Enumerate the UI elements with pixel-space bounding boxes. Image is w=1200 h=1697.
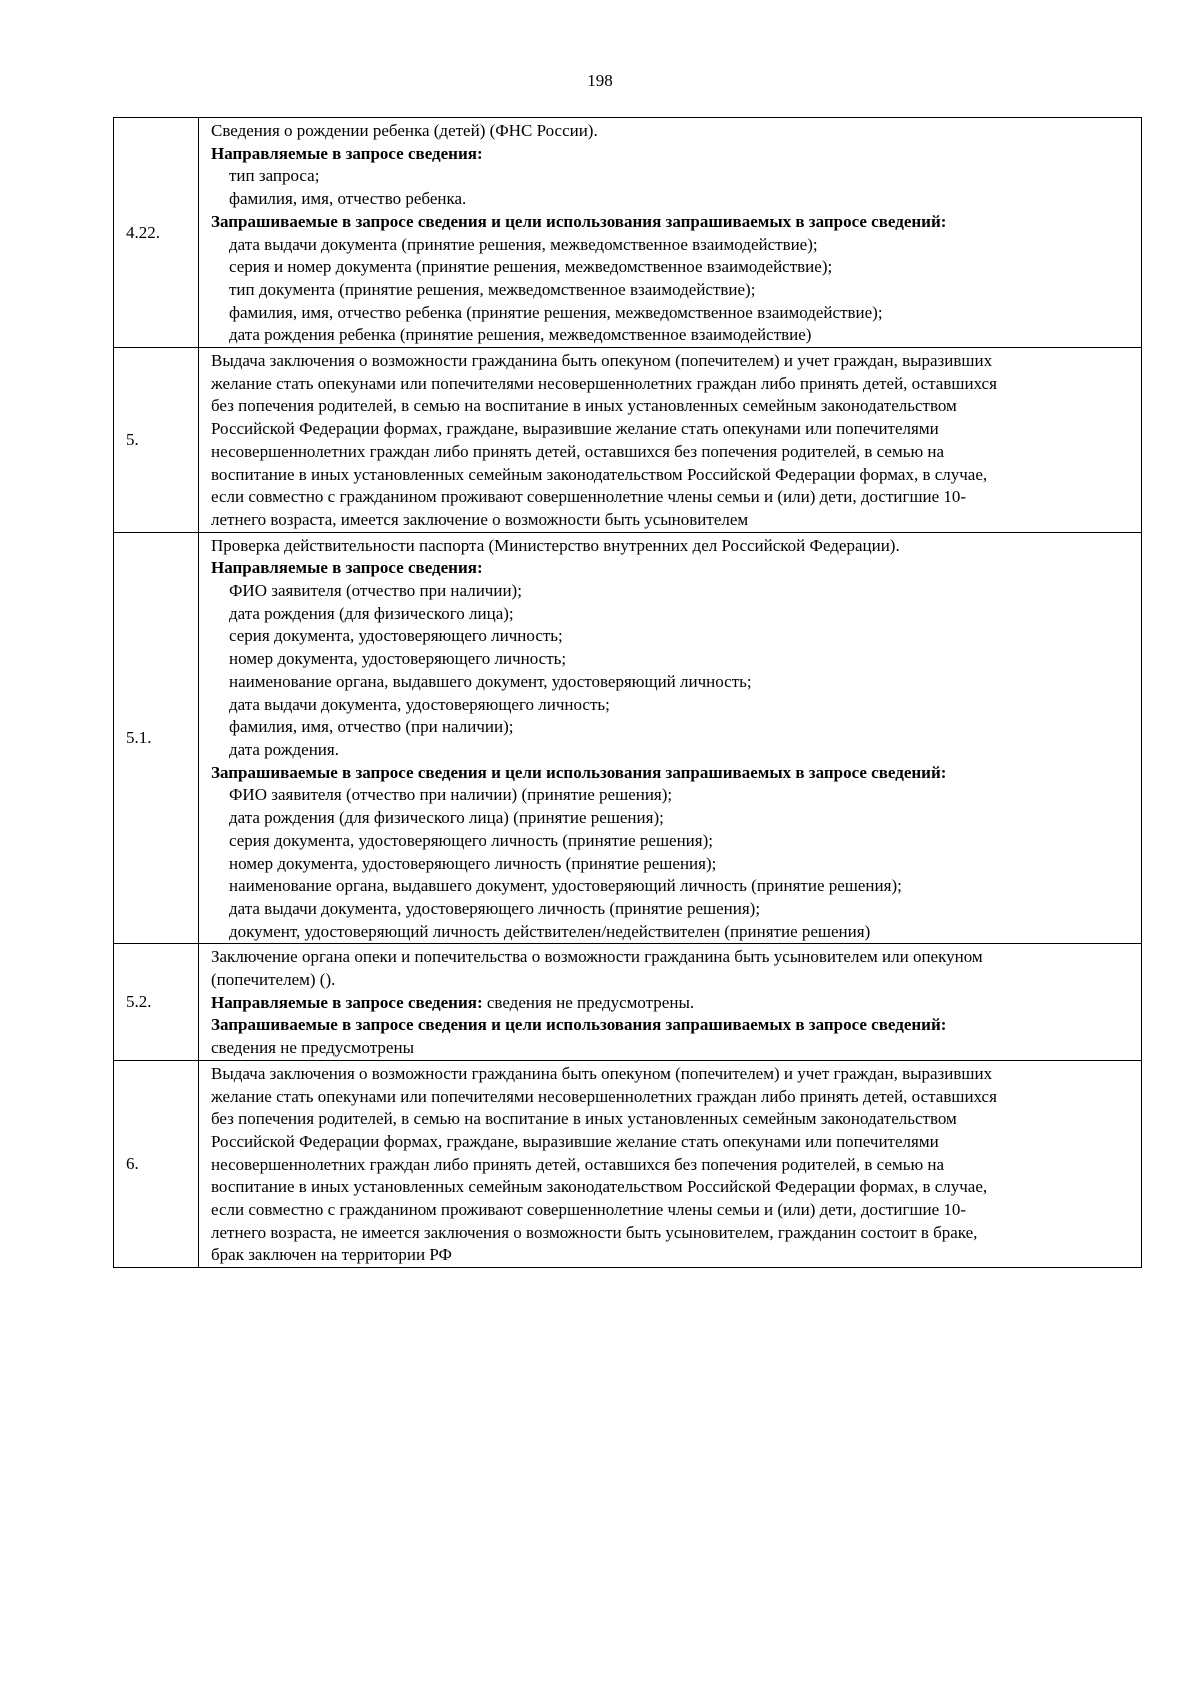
document-table: [113, 117, 1142, 1268]
text-line: [211, 188, 1133, 211]
line-text: Российской Федерации формах, граждане, выразившие желание стать опекунами или попечителями: [211, 419, 939, 439]
line-text: дата рождения (для физического лица) (принятие решения);: [229, 808, 664, 828]
line-text: Заключение органа опеки и попечительства о возможности гражданина быть усыновителем или опекуном: [211, 947, 983, 967]
line-text: тип документа (принятие решения, межведомственное взаимодействие);: [229, 279, 756, 299]
line-text: наименование органа, выдавшего документ, удостоверяющий личность (принятие решения);: [229, 876, 902, 896]
text-line: [211, 1086, 1133, 1109]
line-text: если совместно с гражданином проживают совершеннолетние члены семьи и (или) дети, достигшие 10-: [211, 487, 967, 507]
text-line: [211, 694, 1133, 717]
line-text: дата рождения.: [229, 739, 339, 759]
text-line: [211, 625, 1133, 648]
line-text: брак заключен на территории РФ: [211, 1245, 452, 1265]
text-line: [211, 853, 1133, 876]
section-heading: [211, 211, 1133, 234]
text-line: [211, 120, 1133, 143]
row-number: 5.1.: [114, 532, 199, 944]
row-content: [199, 348, 1142, 533]
line-text: летнего возраста, не имеется заключения о возможности быть усыновителем, гражданин состоит в браке,: [211, 1222, 978, 1242]
section-heading: [211, 1014, 1133, 1037]
table-body: [114, 118, 1142, 1268]
line-text: воспитание в иных установленных семейным законодательством Российской Федерации формах, в случае,: [211, 464, 988, 484]
text-line: [211, 898, 1133, 921]
text-line: [211, 784, 1133, 807]
text-line: [211, 165, 1133, 188]
row-number: 4.22.: [114, 118, 199, 348]
line-text: фамилия, имя, отчество (при наличии);: [229, 717, 514, 737]
row-content: [199, 1060, 1142, 1267]
table-row: [114, 348, 1142, 533]
text-line: [211, 350, 1133, 373]
text-line: [211, 418, 1133, 441]
text-line: [211, 302, 1133, 325]
line-text: желание стать опекунами или попечителями несовершеннолетних граждан либо принять детей, оставшихся: [211, 373, 997, 393]
text-line: [211, 1131, 1133, 1154]
row-number: 5.: [114, 348, 199, 533]
line-text: дата выдачи документа, удостоверяющего личность (принятие решения);: [229, 898, 761, 918]
table-row: [114, 944, 1142, 1061]
line-text-continuation: сведения не предусмотрены.: [482, 992, 695, 1012]
row-content: [199, 532, 1142, 944]
text-line: [211, 279, 1133, 302]
text-line: [211, 1176, 1133, 1199]
text-line: [211, 256, 1133, 279]
line-text: без попечения родителей, в семью на воспитание в иных установленных семейным законодательством: [211, 396, 957, 416]
text-line: [211, 830, 1133, 853]
line-text: дата рождения ребенка (принятие решения, межведомственное взаимодействие): [229, 325, 812, 345]
line-text: Выдача заключения о возможности гражданина быть опекуном (попечителем) и учет граждан, выразивших: [211, 1063, 993, 1083]
text-line: [211, 739, 1133, 762]
text-line: [211, 946, 1133, 969]
text-line: [211, 1108, 1133, 1131]
line-text: дата выдачи документа, удостоверяющего личность;: [229, 694, 610, 714]
line-text: Направляемые в запросе сведения:: [211, 558, 483, 578]
text-line: [211, 671, 1133, 694]
page-number: 198: [587, 71, 613, 90]
text-line: [211, 875, 1133, 898]
text-line: [211, 464, 1133, 487]
line-text: тип запроса;: [229, 166, 320, 186]
text-line: [211, 486, 1133, 509]
line-text: воспитание в иных установленных семейным законодательством Российской Федерации формах, в случае,: [211, 1177, 988, 1197]
line-text: фамилия, имя, отчество ребенка (принятие решения, межведомственное взаимодействие);: [229, 302, 883, 322]
line-text: несовершеннолетних граждан либо принять детей, оставшихся без попечения родителей, в семью на: [211, 441, 945, 461]
line-text: ФИО заявителя (отчество при наличии);: [229, 581, 522, 601]
line-text: желание стать опекунами или попечителями несовершеннолетних граждан либо принять детей, оставшихся: [211, 1086, 997, 1106]
line-text: Запрашиваемые в запросе сведения и цели использования запрашиваемых в запросе сведений:: [211, 762, 947, 782]
line-text: летнего возраста, имеется заключение о возможности быть усыновителем: [211, 509, 749, 529]
text-line: [211, 716, 1133, 739]
line-text: Российской Федерации формах, граждане, выразившие желание стать опекунами или попечителями: [211, 1131, 939, 1151]
text-line: [211, 395, 1133, 418]
text-line: [211, 535, 1133, 558]
text-line: [211, 509, 1133, 532]
section-heading: [211, 557, 1133, 580]
line-text: Запрашиваемые в запросе сведения и цели использования запрашиваемых в запросе сведений:: [211, 1015, 947, 1035]
line-text: фамилия, имя, отчество ребенка.: [229, 189, 467, 209]
table-row: [114, 1060, 1142, 1267]
line-text: Направляемые в запросе сведения:: [211, 992, 483, 1012]
line-text: Запрашиваемые в запросе сведения и цели использования запрашиваемых в запросе сведений:: [211, 211, 947, 231]
line-text: номер документа, удостоверяющего личность (принятие решения);: [229, 853, 717, 873]
text-line: [211, 234, 1133, 257]
text-line: [211, 1154, 1133, 1177]
text-line: [211, 324, 1133, 347]
text-line: [211, 921, 1133, 944]
line-text: Выдача заключения о возможности гражданина быть опекуном (попечителем) и учет граждан, выразивших: [211, 351, 993, 371]
line-text: (попечителем) ().: [211, 970, 336, 990]
line-text: серия и номер документа (принятие решения, межведомственное взаимодействие);: [229, 257, 833, 277]
line-text: сведения не предусмотрены: [211, 1038, 414, 1058]
text-line: [211, 807, 1133, 830]
text-line: [211, 441, 1133, 464]
line-text: дата выдачи документа (принятие решения, межведомственное взаимодействие);: [229, 234, 818, 254]
row-content: [199, 944, 1142, 1061]
line-text: наименование органа, выдавшего документ, удостоверяющий личность;: [229, 671, 752, 691]
text-line: [211, 1222, 1133, 1245]
text-line: [211, 1037, 1133, 1060]
row-number: 5.2.: [114, 944, 199, 1061]
text-line: [211, 1244, 1133, 1267]
line-text: несовершеннолетних граждан либо принять детей, оставшихся без попечения родителей, в семью на: [211, 1154, 945, 1174]
line-text: без попечения родителей, в семью на воспитание в иных установленных семейным законодательством: [211, 1109, 957, 1129]
line-text: дата рождения (для физического лица);: [229, 603, 514, 623]
text-line: [211, 1199, 1133, 1222]
line-text: номер документа, удостоверяющего личность;: [229, 649, 567, 669]
line-text: документ, удостоверяющий личность действителен/недействителен (принятие решения): [229, 921, 871, 941]
line-text: если совместно с гражданином проживают совершеннолетние члены семьи и (или) дети, достигшие 10-: [211, 1200, 967, 1220]
section-heading: [211, 992, 1133, 1015]
line-text: Сведения о рождении ребенка (детей) (ФНС России).: [211, 121, 598, 140]
row-number: 6.: [114, 1060, 199, 1267]
text-line: [211, 969, 1133, 992]
text-line: [211, 1063, 1133, 1086]
row-content: [199, 118, 1142, 348]
text-line: [211, 648, 1133, 671]
text-line: [211, 603, 1133, 626]
text-line: [211, 580, 1133, 603]
text-line: [211, 373, 1133, 396]
section-heading: [211, 762, 1133, 785]
table-row: [114, 532, 1142, 944]
line-text: серия документа, удостоверяющего личность;: [229, 626, 563, 646]
line-text: серия документа, удостоверяющего личность (принятие решения);: [229, 830, 713, 850]
line-text: ФИО заявителя (отчество при наличии) (принятие решения);: [229, 785, 673, 805]
table-row: [114, 118, 1142, 348]
line-text: Проверка действительности паспорта (Министерство внутренних дел Российской Федерации).: [211, 535, 900, 555]
section-heading: [211, 143, 1133, 166]
line-text: Направляемые в запросе сведения:: [211, 143, 483, 163]
